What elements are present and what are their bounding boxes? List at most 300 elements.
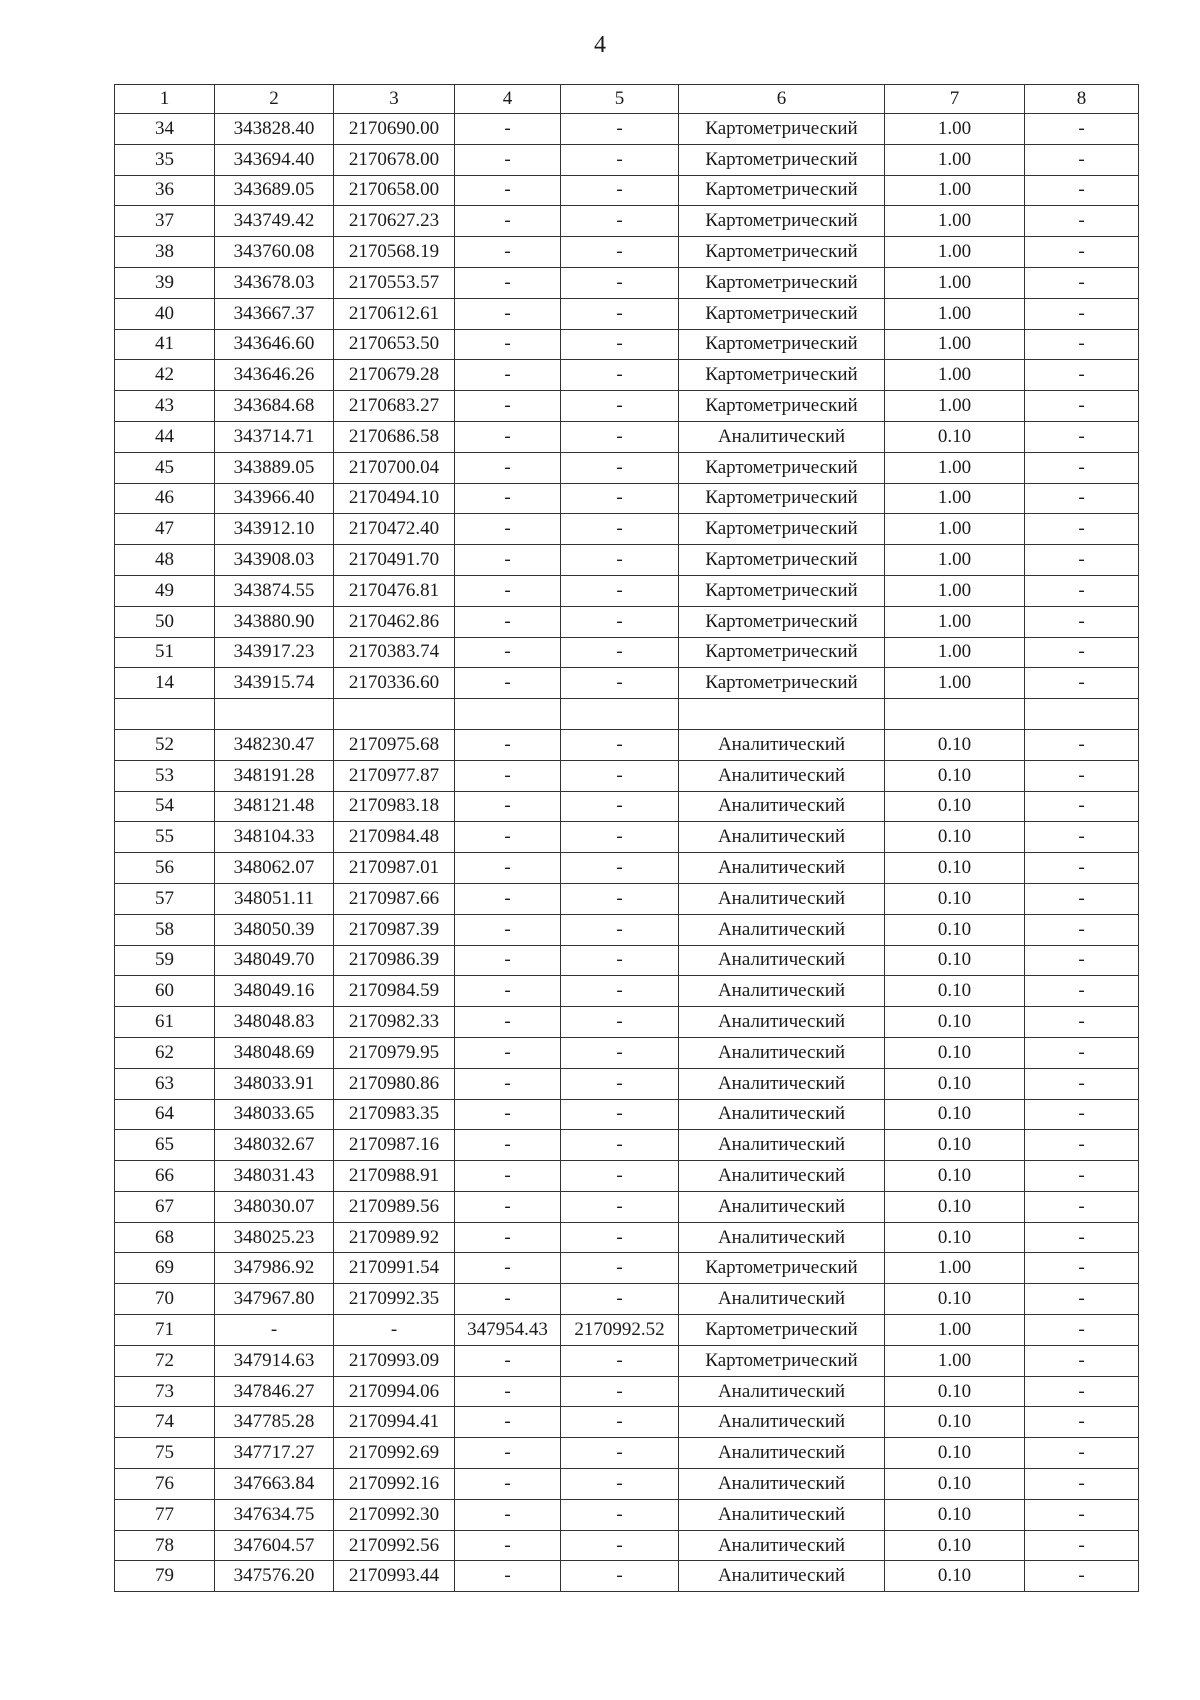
table-cell: - — [1025, 298, 1139, 329]
table-cell: 51 — [115, 637, 215, 668]
table-cell: 1.00 — [885, 452, 1025, 483]
table-row — [115, 976, 1139, 1007]
table-cell: 36 — [115, 175, 215, 206]
table-cell: - — [455, 1407, 561, 1438]
table-cell: - — [1025, 144, 1139, 175]
table-cell: 2170472.40 — [334, 514, 455, 545]
table-cell: - — [455, 237, 561, 268]
table-cell: - — [1025, 175, 1139, 206]
table-cell: - — [1025, 1284, 1139, 1315]
table-cell: - — [561, 144, 679, 175]
table-cell: 348048.69 — [215, 1037, 334, 1068]
table-cell: 347717.27 — [215, 1438, 334, 1469]
table-cell: - — [455, 760, 561, 791]
table-cell: Картометрический — [679, 452, 885, 483]
table-cell: - — [455, 1130, 561, 1161]
table-cell: 343667.37 — [215, 298, 334, 329]
table-cell: 0.10 — [885, 1561, 1025, 1592]
table-cell: - — [561, 1253, 679, 1284]
table-cell: - — [561, 1469, 679, 1500]
table-cell — [561, 699, 679, 730]
table-row — [115, 1561, 1139, 1592]
table-cell: 63 — [115, 1068, 215, 1099]
table-cell: - — [561, 1161, 679, 1192]
table-cell: - — [455, 421, 561, 452]
table-cell: - — [561, 114, 679, 145]
table-cell: 2170653.50 — [334, 329, 455, 360]
table-row — [115, 945, 1139, 976]
table-cell: Картометрический — [679, 1315, 885, 1346]
table-cell: - — [455, 329, 561, 360]
table-cell: Аналитический — [679, 976, 885, 1007]
table-cell: 2170994.41 — [334, 1407, 455, 1438]
table-cell: - — [1025, 1130, 1139, 1161]
table-cell: 68 — [115, 1222, 215, 1253]
table-cell: 2170686.58 — [334, 421, 455, 452]
table-cell: 0.10 — [885, 1007, 1025, 1038]
table-cell: - — [561, 1530, 679, 1561]
table-cell: - — [455, 575, 561, 606]
table-cell: 348062.07 — [215, 853, 334, 884]
table-cell: 2170494.10 — [334, 483, 455, 514]
table-cell: 1.00 — [885, 1345, 1025, 1376]
table-cell: - — [1025, 1438, 1139, 1469]
table-cell: Картометрический — [679, 114, 885, 145]
table-cell: 2170992.52 — [561, 1315, 679, 1346]
table-cell: 343760.08 — [215, 237, 334, 268]
table-cell: 0.10 — [885, 421, 1025, 452]
table-cell: 64 — [115, 1099, 215, 1130]
table-cell: 14 — [115, 668, 215, 699]
table-cell: - — [561, 1222, 679, 1253]
table-cell: 2170989.92 — [334, 1222, 455, 1253]
table-cell: 343646.60 — [215, 329, 334, 360]
table-cell: Аналитический — [679, 1037, 885, 1068]
table-cell: - — [1025, 729, 1139, 760]
table-cell: - — [1025, 1345, 1139, 1376]
table-row — [115, 237, 1139, 268]
table-cell: 41 — [115, 329, 215, 360]
table-cell: 2170476.81 — [334, 575, 455, 606]
table-cell: Аналитический — [679, 1191, 885, 1222]
table-row — [115, 791, 1139, 822]
table-cell: 0.10 — [885, 1499, 1025, 1530]
table-cell: - — [1025, 853, 1139, 884]
table-cell: 347576.20 — [215, 1561, 334, 1592]
table-cell: 1.00 — [885, 637, 1025, 668]
table-cell: - — [1025, 1191, 1139, 1222]
table-cell: Картометрический — [679, 391, 885, 422]
table-cell: 45 — [115, 452, 215, 483]
table-cell: - — [1025, 1499, 1139, 1530]
table-cell: - — [455, 452, 561, 483]
table-cell: - — [455, 1099, 561, 1130]
table-cell: 1.00 — [885, 575, 1025, 606]
table-cell: - — [455, 1469, 561, 1500]
table-cell: 2170553.57 — [334, 267, 455, 298]
table-cell: 1.00 — [885, 514, 1025, 545]
table-cell: Аналитический — [679, 421, 885, 452]
table-cell: - — [455, 945, 561, 976]
table-cell: 343646.26 — [215, 360, 334, 391]
table-cell: 44 — [115, 421, 215, 452]
table-cell: - — [561, 267, 679, 298]
table-cell: 348049.16 — [215, 976, 334, 1007]
table-cell: - — [561, 1561, 679, 1592]
table-cell: 60 — [115, 976, 215, 1007]
table-cell: 57 — [115, 883, 215, 914]
table-row — [115, 1253, 1139, 1284]
table-cell: - — [455, 1376, 561, 1407]
table-row — [115, 668, 1139, 699]
column-header-2: 2 — [215, 85, 334, 114]
table-row — [115, 175, 1139, 206]
table-cell: 2170987.66 — [334, 883, 455, 914]
table-cell: 347986.92 — [215, 1253, 334, 1284]
table-cell: - — [1025, 1222, 1139, 1253]
table-row — [115, 391, 1139, 422]
table-cell: 48 — [115, 545, 215, 576]
table-cell: 348033.91 — [215, 1068, 334, 1099]
table-cell: - — [561, 1499, 679, 1530]
table-cell: Картометрический — [679, 668, 885, 699]
table-header — [115, 85, 1139, 114]
table-cell: 347967.80 — [215, 1284, 334, 1315]
table-cell: Аналитический — [679, 1469, 885, 1500]
table-cell: Аналитический — [679, 760, 885, 791]
table-cell: 77 — [115, 1499, 215, 1530]
table-row — [115, 1407, 1139, 1438]
table-cell: - — [1025, 1037, 1139, 1068]
table-cell: 0.10 — [885, 976, 1025, 1007]
table-cell: 0.10 — [885, 760, 1025, 791]
table-cell: - — [455, 114, 561, 145]
table-row — [115, 637, 1139, 668]
table-cell: 343749.42 — [215, 206, 334, 237]
table-cell: 1.00 — [885, 545, 1025, 576]
table-cell: 2170989.56 — [334, 1191, 455, 1222]
table-cell: 2170992.30 — [334, 1499, 455, 1530]
table-cell: - — [455, 606, 561, 637]
table-cell: - — [1025, 267, 1139, 298]
table-cell: - — [561, 1284, 679, 1315]
table-cell: 2170992.69 — [334, 1438, 455, 1469]
table-row — [115, 853, 1139, 884]
table-cell: - — [561, 391, 679, 422]
table-cell: Аналитический — [679, 1130, 885, 1161]
table-cell: 2170984.48 — [334, 822, 455, 853]
table-row — [115, 267, 1139, 298]
table-cell: Аналитический — [679, 1007, 885, 1038]
table-cell: 347914.63 — [215, 1345, 334, 1376]
table-cell: - — [1025, 1376, 1139, 1407]
table-cell: 37 — [115, 206, 215, 237]
table-cell: 2170986.39 — [334, 945, 455, 976]
table-row — [115, 1530, 1139, 1561]
table-cell: 2170980.86 — [334, 1068, 455, 1099]
table-cell: 1.00 — [885, 483, 1025, 514]
table-cell: - — [561, 945, 679, 976]
table-cell: 1.00 — [885, 206, 1025, 237]
table-cell: - — [1025, 791, 1139, 822]
table-cell: Аналитический — [679, 1376, 885, 1407]
table-cell: 2170991.54 — [334, 1253, 455, 1284]
table-cell: 347785.28 — [215, 1407, 334, 1438]
column-header-5: 5 — [561, 85, 679, 114]
coordinates-table — [114, 84, 1139, 1592]
table-cell: - — [561, 452, 679, 483]
table-cell: Аналитический — [679, 1161, 885, 1192]
table-cell: - — [215, 1315, 334, 1346]
table-cell: - — [455, 360, 561, 391]
table-row — [115, 206, 1139, 237]
table-cell: 73 — [115, 1376, 215, 1407]
table-cell: 347954.43 — [455, 1315, 561, 1346]
table-cell: 2170988.91 — [334, 1161, 455, 1192]
table-cell: Аналитический — [679, 853, 885, 884]
table-cell: 348032.67 — [215, 1130, 334, 1161]
table-cell: - — [1025, 606, 1139, 637]
table-cell: 58 — [115, 914, 215, 945]
table-cell: 0.10 — [885, 914, 1025, 945]
table-cell: - — [455, 914, 561, 945]
table-cell: 2170336.60 — [334, 668, 455, 699]
table-cell: - — [561, 822, 679, 853]
table-cell: 71 — [115, 1315, 215, 1346]
table-cell: - — [455, 791, 561, 822]
table-cell: 1.00 — [885, 1315, 1025, 1346]
table-cell: 2170993.44 — [334, 1561, 455, 1592]
table-cell: Картометрический — [679, 483, 885, 514]
table-row — [115, 1499, 1139, 1530]
table-cell: - — [561, 668, 679, 699]
table-cell: 0.10 — [885, 1191, 1025, 1222]
table-row — [115, 1469, 1139, 1500]
table-cell: 2170987.01 — [334, 853, 455, 884]
table-body — [115, 114, 1139, 1592]
table-cell: 39 — [115, 267, 215, 298]
table-cell: 0.10 — [885, 883, 1025, 914]
table-cell: - — [1025, 1315, 1139, 1346]
table-cell: 348050.39 — [215, 914, 334, 945]
table-row — [115, 298, 1139, 329]
table-row — [115, 1376, 1139, 1407]
table-cell: - — [561, 791, 679, 822]
table-cell: - — [561, 175, 679, 206]
table-cell: 347663.84 — [215, 1469, 334, 1500]
table-cell: 2170383.74 — [334, 637, 455, 668]
table-cell: 0.10 — [885, 853, 1025, 884]
table-row — [115, 144, 1139, 175]
table-cell: - — [455, 1253, 561, 1284]
table-row — [115, 1068, 1139, 1099]
table-cell: - — [561, 606, 679, 637]
table-cell: - — [561, 637, 679, 668]
table-cell: 79 — [115, 1561, 215, 1592]
table-row — [115, 699, 1139, 730]
table-cell: Картометрический — [679, 637, 885, 668]
table-cell: 0.10 — [885, 1068, 1025, 1099]
table-cell: 2170462.86 — [334, 606, 455, 637]
table-cell: 49 — [115, 575, 215, 606]
table-cell: - — [561, 237, 679, 268]
table-cell: - — [455, 729, 561, 760]
table-cell: 69 — [115, 1253, 215, 1284]
table-cell: 343828.40 — [215, 114, 334, 145]
table-cell: - — [455, 1438, 561, 1469]
table-cell: - — [1025, 360, 1139, 391]
table-cell: Аналитический — [679, 1284, 885, 1315]
table-cell: - — [1025, 452, 1139, 483]
table-cell: - — [561, 545, 679, 576]
table-cell: Картометрический — [679, 329, 885, 360]
table-cell: - — [1025, 760, 1139, 791]
table-cell: - — [561, 729, 679, 760]
table-row — [115, 1345, 1139, 1376]
table-cell: Картометрический — [679, 267, 885, 298]
table-cell: Аналитический — [679, 883, 885, 914]
table-cell: 2170992.56 — [334, 1530, 455, 1561]
table-cell: 348031.43 — [215, 1161, 334, 1192]
table-cell: - — [561, 1037, 679, 1068]
table-cell: 0.10 — [885, 822, 1025, 853]
table-cell: 348051.11 — [215, 883, 334, 914]
table-cell: Аналитический — [679, 1407, 885, 1438]
table-cell: 343917.23 — [215, 637, 334, 668]
table-row — [115, 1191, 1139, 1222]
table-cell: 2170977.87 — [334, 760, 455, 791]
table-cell: Картометрический — [679, 298, 885, 329]
table-cell: 348030.07 — [215, 1191, 334, 1222]
table-cell: 1.00 — [885, 175, 1025, 206]
table-cell: 0.10 — [885, 1222, 1025, 1253]
table-cell: 0.10 — [885, 1130, 1025, 1161]
table-cell: 46 — [115, 483, 215, 514]
table-cell: 0.10 — [885, 1284, 1025, 1315]
table-cell: - — [561, 575, 679, 606]
table-cell: - — [455, 206, 561, 237]
table-row — [115, 452, 1139, 483]
table-cell: - — [561, 514, 679, 545]
table-cell: - — [561, 1191, 679, 1222]
table-cell: Аналитический — [679, 914, 885, 945]
table-cell: Аналитический — [679, 1068, 885, 1099]
table-cell: - — [561, 1438, 679, 1469]
table-cell: 348049.70 — [215, 945, 334, 976]
table-cell: - — [455, 1530, 561, 1561]
table-cell: 72 — [115, 1345, 215, 1376]
table-cell: 62 — [115, 1037, 215, 1068]
table-cell: 43 — [115, 391, 215, 422]
table-cell: 348230.47 — [215, 729, 334, 760]
table-row — [115, 329, 1139, 360]
table-cell: 74 — [115, 1407, 215, 1438]
column-header-8: 8 — [1025, 85, 1139, 114]
table-cell: 2170979.95 — [334, 1037, 455, 1068]
table-cell: 67 — [115, 1191, 215, 1222]
table-cell: 2170975.68 — [334, 729, 455, 760]
table-cell: 1.00 — [885, 1253, 1025, 1284]
table-cell: Аналитический — [679, 1530, 885, 1561]
table-cell: 2170984.59 — [334, 976, 455, 1007]
table-cell: - — [455, 545, 561, 576]
table-cell: - — [1025, 1561, 1139, 1592]
table-cell: - — [561, 976, 679, 1007]
table-cell: 2170983.18 — [334, 791, 455, 822]
table-cell: 343689.05 — [215, 175, 334, 206]
table-cell: - — [455, 1191, 561, 1222]
table-cell: 65 — [115, 1130, 215, 1161]
table-cell: - — [561, 1376, 679, 1407]
table-cell: - — [455, 298, 561, 329]
table-cell: - — [455, 483, 561, 514]
table-row — [115, 729, 1139, 760]
table-cell: - — [455, 144, 561, 175]
column-header-6: 6 — [679, 85, 885, 114]
table-cell — [1025, 699, 1139, 730]
table-cell: - — [455, 267, 561, 298]
table-cell: - — [455, 175, 561, 206]
table-cell: Картометрический — [679, 144, 885, 175]
table-row — [115, 1161, 1139, 1192]
table-cell: 343889.05 — [215, 452, 334, 483]
table-cell: 2170612.61 — [334, 298, 455, 329]
table-cell: 76 — [115, 1469, 215, 1500]
table-cell: - — [455, 637, 561, 668]
table-cell: - — [455, 822, 561, 853]
table-cell: Аналитический — [679, 1099, 885, 1130]
table-cell: - — [1025, 329, 1139, 360]
table-cell: - — [561, 206, 679, 237]
header-row — [115, 85, 1139, 114]
table-row — [115, 545, 1139, 576]
table-row — [115, 760, 1139, 791]
table-cell: 343915.74 — [215, 668, 334, 699]
page-number: 4 — [594, 32, 606, 58]
table-row — [115, 575, 1139, 606]
table-cell: - — [455, 1561, 561, 1592]
table-cell: 0.10 — [885, 1530, 1025, 1561]
table-cell: Аналитический — [679, 729, 885, 760]
table-cell: 343908.03 — [215, 545, 334, 576]
table-cell: 0.10 — [885, 1438, 1025, 1469]
table-cell: 343684.68 — [215, 391, 334, 422]
table-cell — [334, 699, 455, 730]
table-cell: - — [455, 976, 561, 1007]
table-cell: Картометрический — [679, 237, 885, 268]
table-cell: 0.10 — [885, 791, 1025, 822]
table-cell: Картометрический — [679, 575, 885, 606]
table-row — [115, 1007, 1139, 1038]
table-cell: 343912.10 — [215, 514, 334, 545]
table-cell: 2170983.35 — [334, 1099, 455, 1130]
table-cell: 2170679.28 — [334, 360, 455, 391]
table-cell: - — [561, 1068, 679, 1099]
table-cell: 2170683.27 — [334, 391, 455, 422]
table-cell: Картометрический — [679, 175, 885, 206]
table-cell: Аналитический — [679, 1499, 885, 1530]
table-cell: - — [455, 514, 561, 545]
table-cell: - — [1025, 637, 1139, 668]
table-cell: 343880.90 — [215, 606, 334, 637]
table-cell: - — [561, 1130, 679, 1161]
table-cell: - — [1025, 1407, 1139, 1438]
table-cell: 348025.23 — [215, 1222, 334, 1253]
table-cell: - — [1025, 1253, 1139, 1284]
table-row — [115, 1099, 1139, 1130]
table-cell: 59 — [115, 945, 215, 976]
table-cell: 38 — [115, 237, 215, 268]
